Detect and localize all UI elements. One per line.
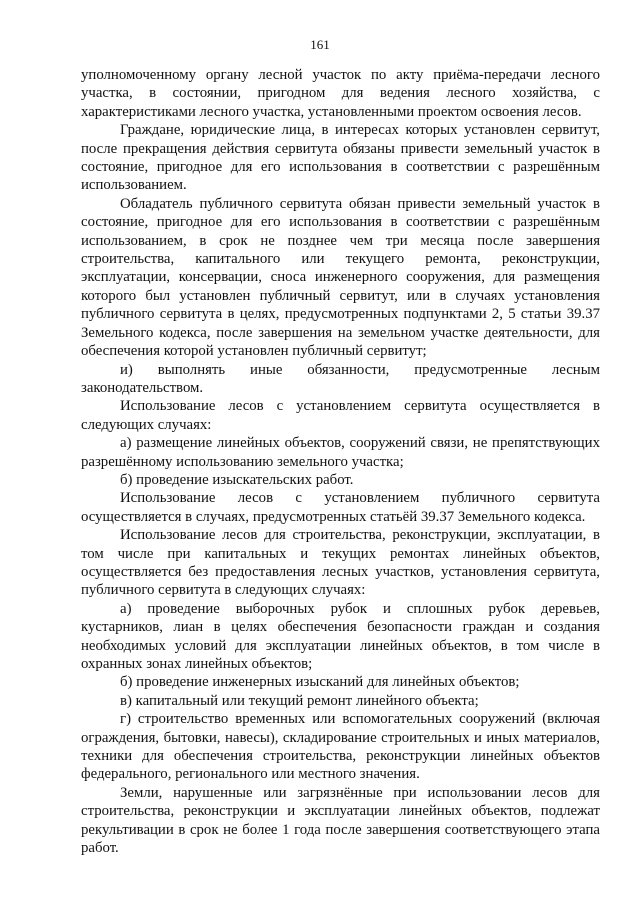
list-item: в) капитальный или текущий ремонт линейного объекта; [120,692,479,709]
list-item: а) размещение линейных объектов, сооружений связи, не препятствующих разрешённому использованию земельного участка; [81,435,600,470]
list-item: б) проведение инженерных изысканий для линейных объектов; [120,674,520,691]
paragraph: Земли, нарушенные или загрязнённые при использовании лесов для строительства, реконструкции и эксплуатации линейных объектов, подлежат рекультивации в срок не более 1 года после завершения соответствующего этапа работ. [81,784,600,857]
list-item: б) проведение изыскательских работ. [120,471,354,488]
list-item: а) проведение выборочных рубок и сплошных рубок деревьев, кустарников, лиан в целях обеспечения безопасности граждан и создания необходимых условий для эксплуатации линейных объектов, в том числе в охранных зонах линейных объектов; [81,600,600,672]
paragraph: Граждане, юридические лица, в интересах которых установлен сервитут, после прекращения действия сервитута обязаны привести земельный участок в состояние, пригодное для его использования в соответствии с разрешённым использованием. [81,122,600,194]
paragraph: Обладатель публичного сервитута обязан привести земельный участок в состояние, пригодное для его использования в соответствии с разрешённым использованием, в срок не позднее чем три месяца после завершения строительства, капитального или текущего ремонта, реконструкции, эксплуатации, консервации, сноса инженерного сооружения, для размещения которого был установлен публичный сервитут, или в случаях установления публичного сервитута в целях, предусмотренных подпунктами 2, 5 статьи 39.37 Земельного кодекса, после завершения на земельном участке деятельности, для обеспечения которой установлен публичный сервитут; [81,195,600,360]
document-body [81,66,600,857]
list-item: г) строительство временных или вспомогательных сооружений (включая ограждения, бытовки, навесы), складирование строительных и иных материалов, техники для обеспечения строительства, реконструкции линейных объектов федерального, регионального или местного значения. [81,711,600,783]
paragraph: уполномоченному органу лесной участок по акту приёма-передачи лесного участка, в состоянии, пригодном для ведения лесного хозяйства, с характеристиками лесного участка, установленными проектом освоения лесов. [81,67,600,120]
page-number: 161 [310,37,330,52]
paragraph: Использование лесов для строительства, реконструкции, эксплуатации, в том числе при капитальных и текущих ремонтах линейных объектов, осуществляется без предоставления лесных участков, установления сервитута, публичного сервитута в следующих случаях: [81,527,600,599]
paragraph: Использование лесов с установлением публичного сервитута осуществляется в случаях, предусмотренных статьёй 39.37 Земельного кодекса. [81,490,600,525]
paragraph: Использование лесов с установлением сервитута осуществляется в следующих случаях: [81,398,600,433]
list-item: и) выполнять иные обязанности, предусмотренные лесным законодательством. [81,361,600,396]
